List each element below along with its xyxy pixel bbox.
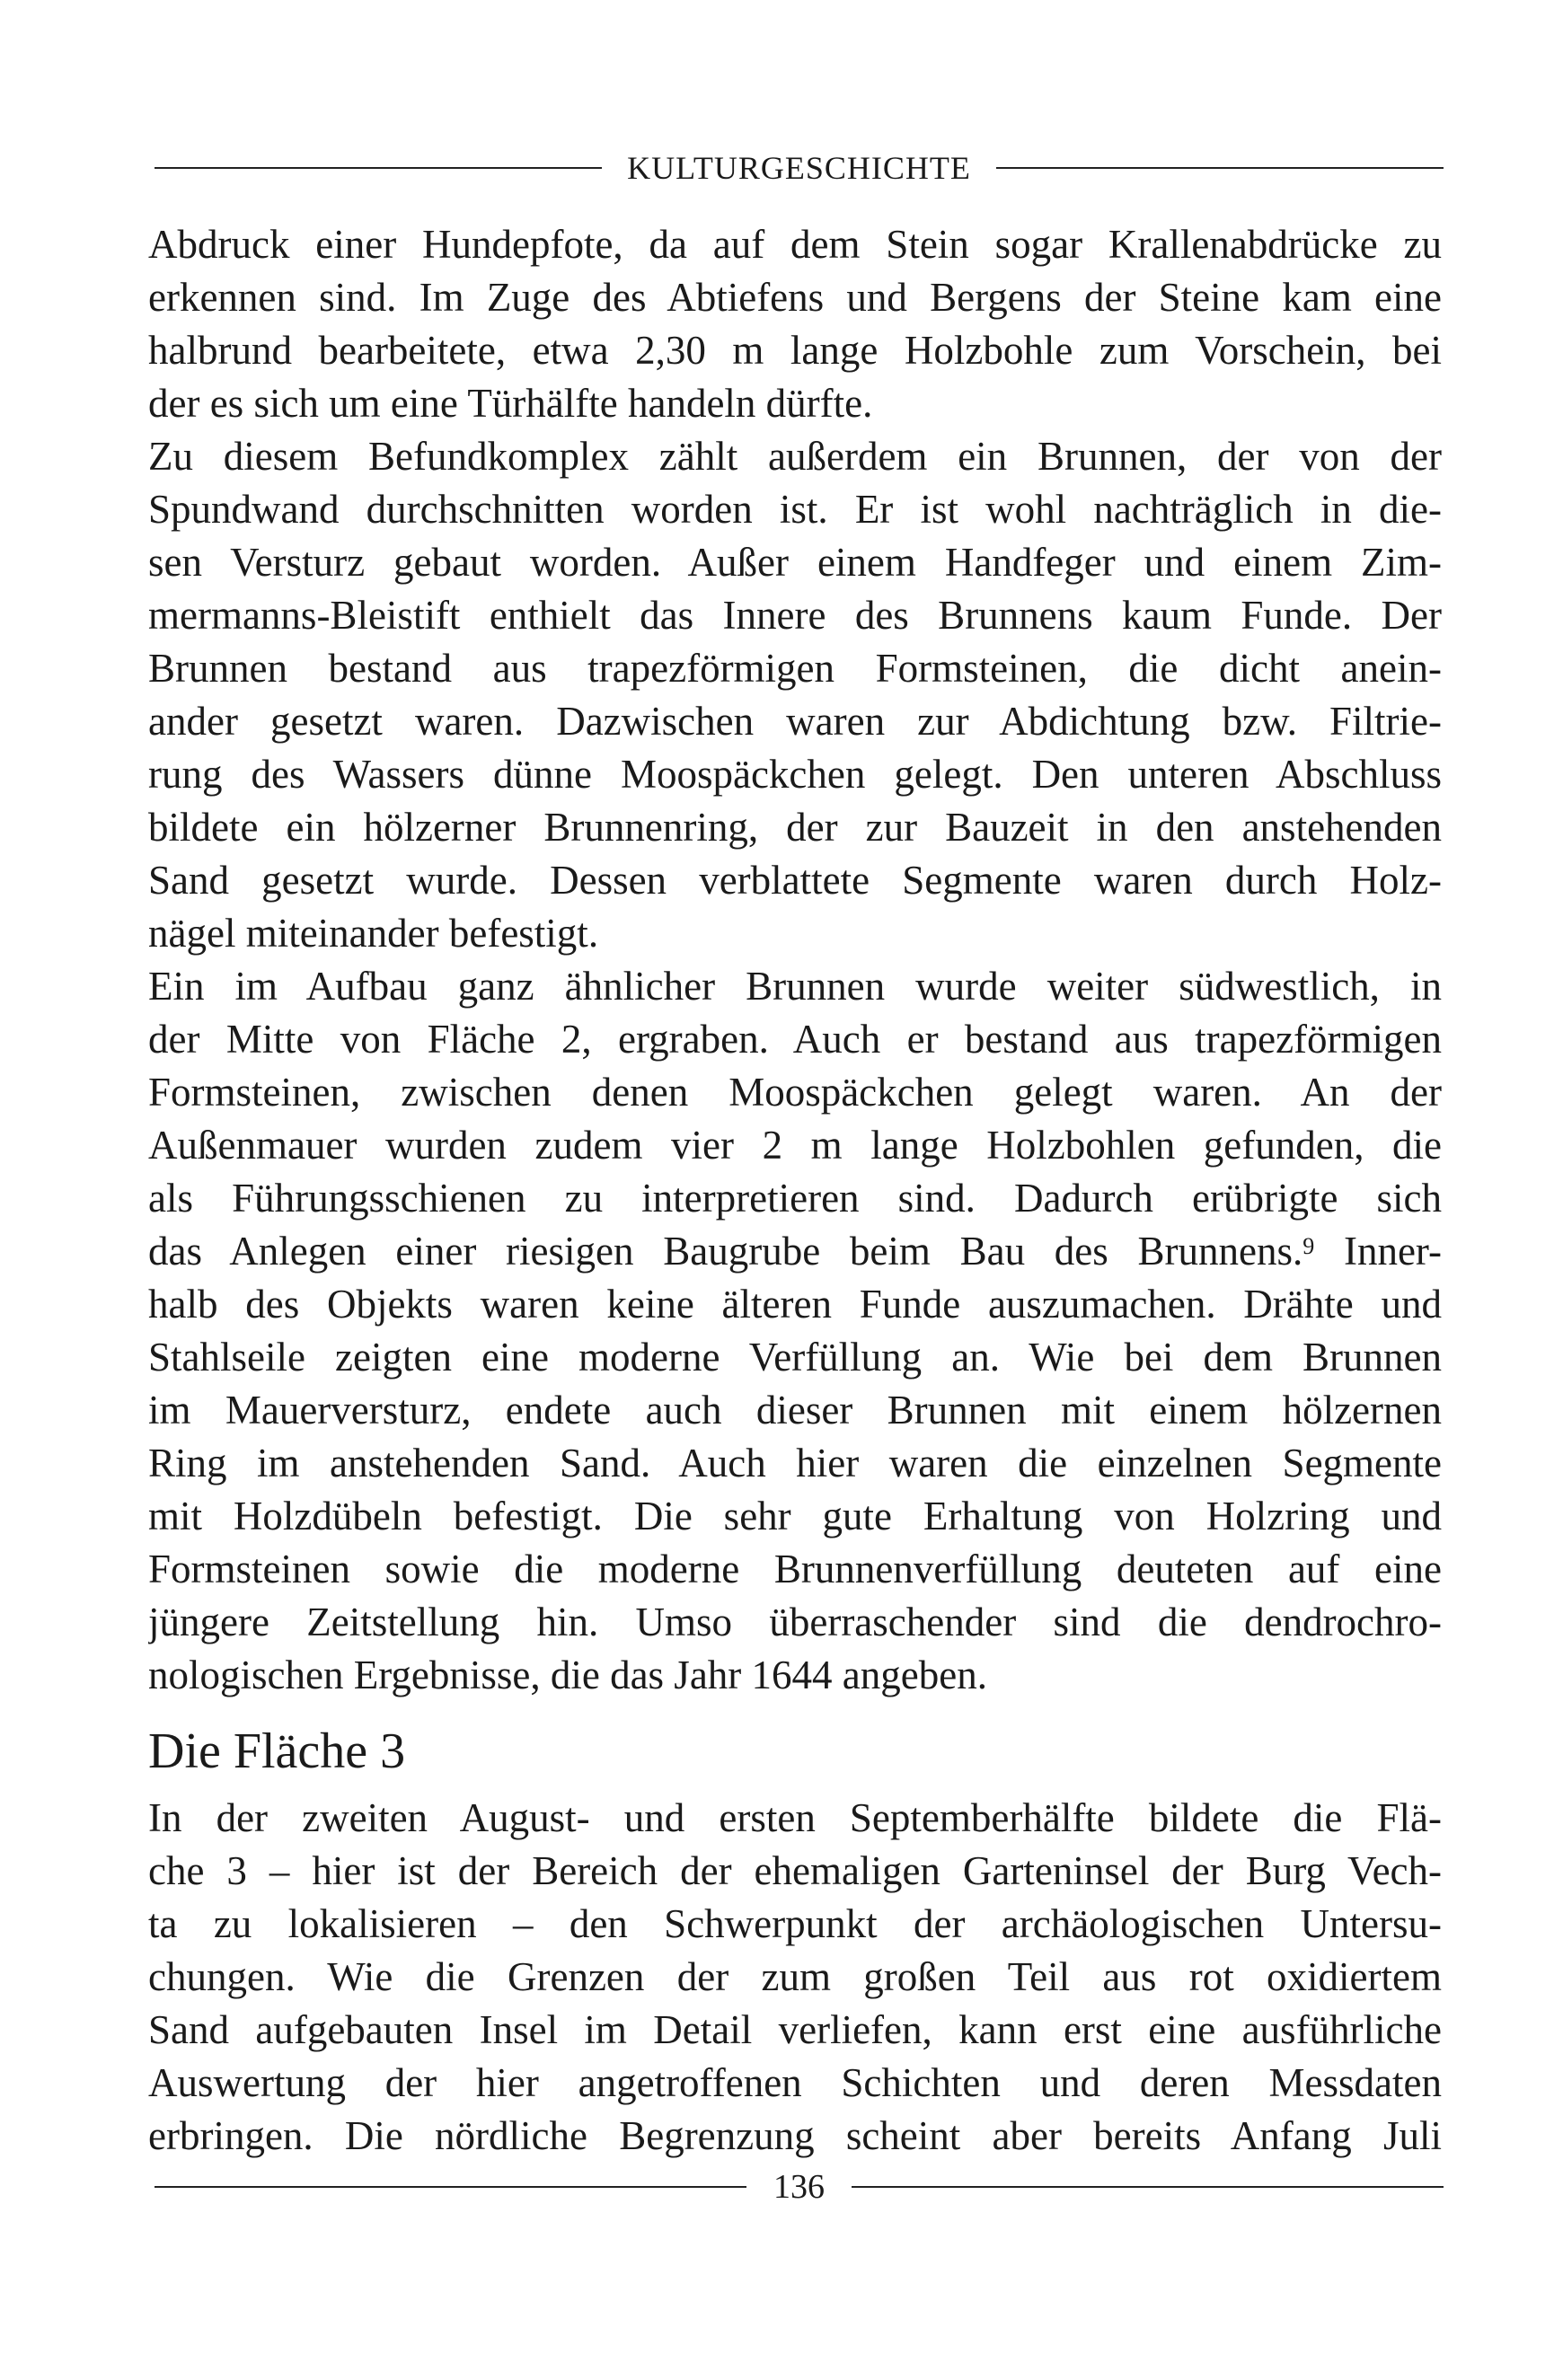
text-line: erbringen. Die nördliche Begrenzung scheint aber bereits Anfang Juli (148, 2113, 1442, 2158)
text-line: im Mauerversturz, endete auch dieser Brunnen mit einem hölzernen (148, 1388, 1442, 1432)
text-line: ander gesetzt waren. Dazwischen waren zur Abdichtung bzw. Filtrie- (148, 699, 1442, 744)
text-line: sen Versturz gebaut worden. Außer einem Handfeger und einem Zim- (148, 540, 1442, 585)
text-line: Spundwand durchschnitten worden ist. Er ist wohl nachträglich in die- (148, 487, 1442, 532)
text-line: Stahlseile zeigten eine moderne Verfüllung an. Wie bei dem Brunnen (148, 1335, 1442, 1380)
text-line: In der zweiten August- und ersten Septemberhälfte bildete die Flä- (148, 1795, 1442, 1840)
text-line: Außenmauer wurden zudem vier 2 m lange Holzbohlen gefunden, die (148, 1123, 1442, 1168)
text-line: rung des Wassers dünne Moospäckchen gelegt. Den unteren Abschluss (148, 752, 1442, 797)
text-line: Ring im anstehenden Sand. Auch hier waren die einzelnen Segmente (148, 1441, 1442, 1485)
text-line: Sand gesetzt wurde. Dessen verblattete Segmente waren durch Holz- (148, 858, 1442, 903)
text-line: Sand aufgebauten Insel im Detail verliefen, kann erst eine ausführliche (148, 2007, 1442, 2052)
text-line (148, 1225, 1442, 1278)
text-line: che 3 – hier ist der Bereich der ehemaligen Garteninsel der Burg Vech- (148, 1848, 1442, 1893)
running-head-rule-right (996, 167, 1444, 169)
text-line-part: das Anlegen einer riesigen Baugrube beim Bau des Brunnens. (148, 1229, 1303, 1274)
text-line: mit Holzdübeln befestigt. Die sehr gute Erhaltung von Holzring und (148, 1494, 1442, 1538)
body-text-section-1 (148, 218, 1442, 1702)
footer-rule-left (155, 2186, 746, 2188)
running-head-rule-left (155, 167, 602, 169)
running-head-title: KULTURGESCHICHTE (627, 150, 971, 186)
text-line: mermanns-Bleistift enthielt das Innere des Brunnens kaum Funde. Der (148, 593, 1442, 638)
section-heading: Die Fläche 3 (148, 1723, 406, 1779)
text-line: erkennen sind. Im Zuge des Abtiefens und Bergens der Steine kam eine (148, 275, 1442, 320)
text-line: Zu diesem Befundkomplex zählt außerdem ein Brunnen, der von der (148, 434, 1442, 479)
text-line: Abdruck einer Hundepfote, da auf dem Stein sogar Krallenabdrücke zu (148, 222, 1442, 267)
text-line-part: Inner- (1314, 1229, 1442, 1274)
text-line: Ein im Aufbau ganz ähnlicher Brunnen wurde weiter südwestlich, in (148, 964, 1442, 1009)
text-line: Auswertung der hier angetroffenen Schichten und deren Messdaten (148, 2060, 1442, 2105)
text-line: nologischen Ergebnisse, die das Jahr 1644 angeben. (148, 1653, 987, 1697)
text-line: jüngere Zeitstellung hin. Umso überraschender sind die dendrochro- (148, 1600, 1442, 1644)
text-line: als Führungsschienen zu interpretieren sind. Dadurch erübrigte sich (148, 1176, 1442, 1221)
page-footer (155, 2164, 1444, 2209)
body-text-section-2 (148, 1792, 1442, 2163)
text-line: halbrund bearbeitete, etwa 2,30 m lange Holzbohle zum Vorschein, bei (148, 328, 1442, 373)
footer-rule-right (852, 2186, 1444, 2188)
running-head (155, 145, 1444, 190)
text-line: der es sich um eine Türhälfte handeln dürfte. (148, 381, 873, 426)
text-line: nägel miteinander befestigt. (148, 911, 599, 956)
text-line: bildete ein hölzerner Brunnenring, der zur Bauzeit in den anstehenden (148, 805, 1442, 850)
text-line: der Mitte von Fläche 2, ergraben. Auch er bestand aus trapezförmigen (148, 1017, 1442, 1062)
page-number: 136 (773, 2168, 825, 2206)
text-line: ta zu lokalisieren – den Schwerpunkt der archäologischen Untersu- (148, 1901, 1442, 1946)
text-line: Formsteinen sowie die moderne Brunnenverfüllung deuteten auf eine (148, 1547, 1442, 1591)
text-line: Brunnen bestand aus trapezförmigen Formsteinen, die dicht anein- (148, 646, 1442, 691)
footnote-marker[interactable]: 9 (1302, 1233, 1315, 1259)
text-line: Formsteinen, zwischen denen Moospäckchen gelegt waren. An der (148, 1070, 1442, 1115)
text-line: chungen. Wie die Grenzen der zum großen Teil aus rot oxidiertem (148, 1954, 1442, 1999)
text-line: halb des Objekts waren keine älteren Funde auszumachen. Drähte und (148, 1282, 1442, 1327)
